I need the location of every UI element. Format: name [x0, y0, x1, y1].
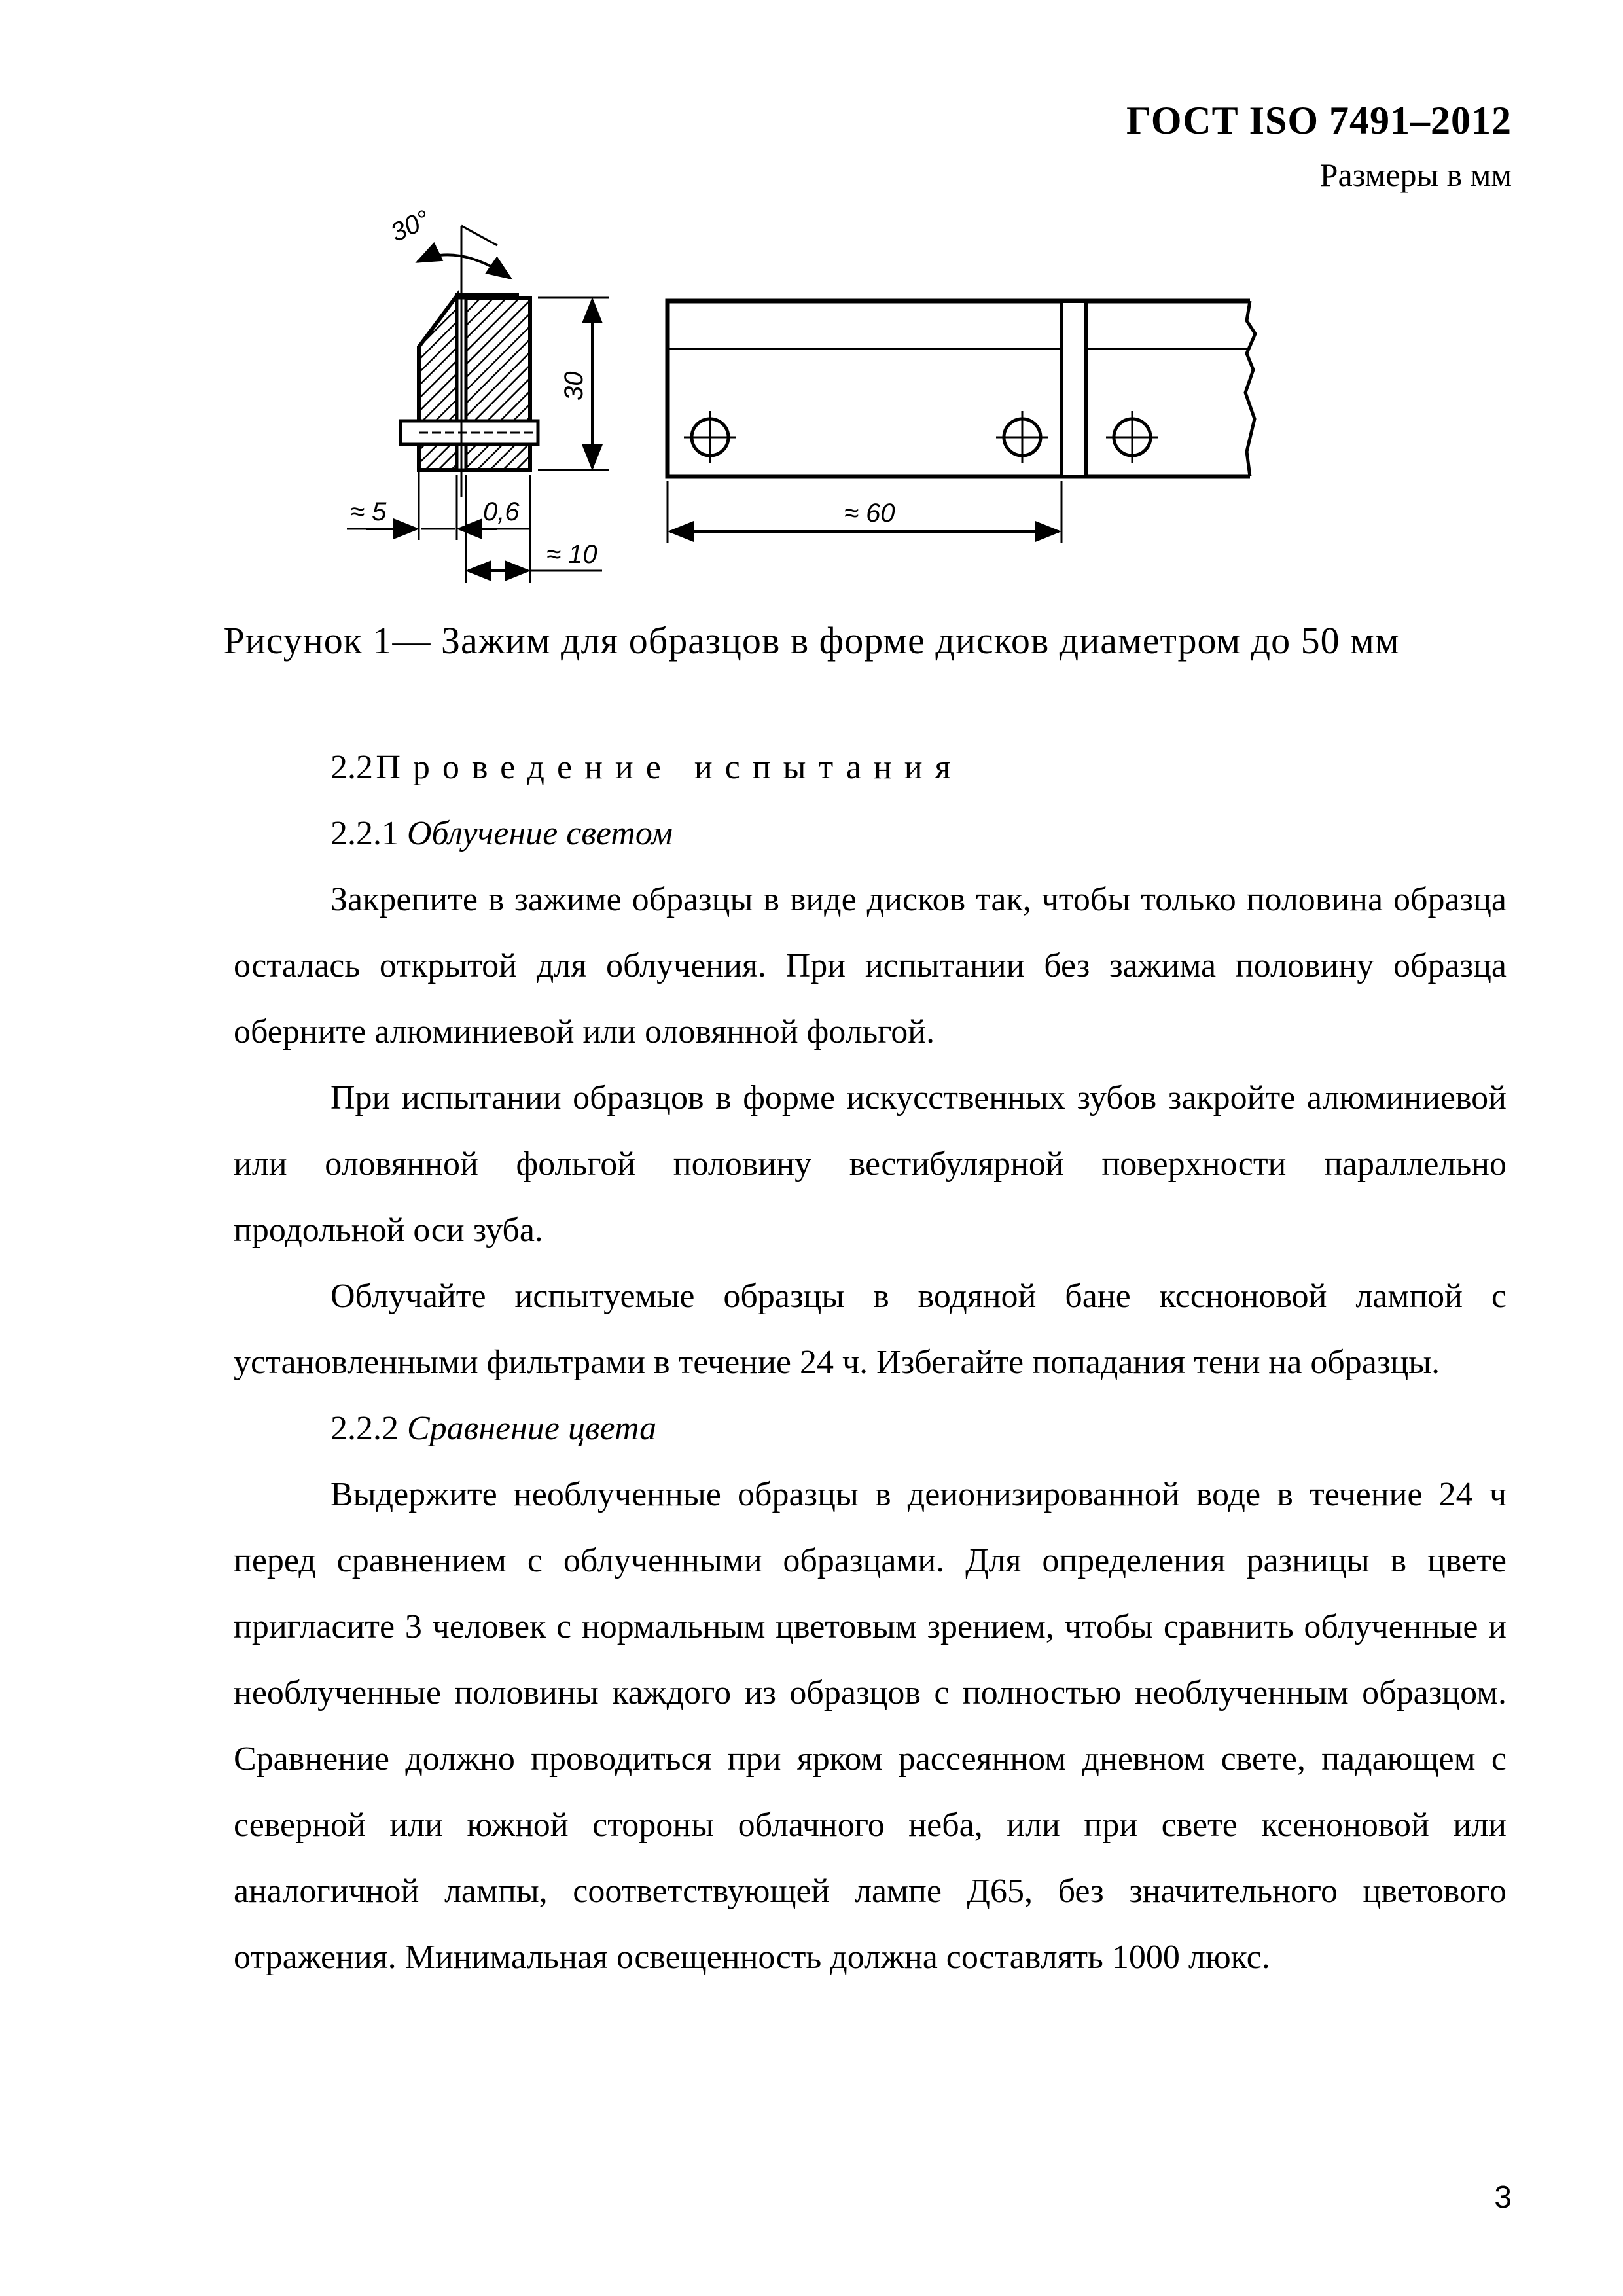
- hole-1: [684, 411, 736, 463]
- front-view: [668, 301, 1255, 543]
- paragraph: Закрепите в зажиме образцы в виде дисков так, чтобы только половина образца осталась открытой для облучения. При испытании без зажима половину образца оберните алюминиевой или оловянной фольгой.: [234, 881, 1507, 1050]
- hole-2: [996, 411, 1048, 463]
- side-view: [347, 205, 609, 583]
- subsection-heading-1: [234, 800, 1507, 867]
- section-heading: [234, 734, 1507, 800]
- length-label: ≈ 60: [844, 499, 895, 528]
- subsection-heading-2: [234, 1395, 1507, 1462]
- clamp-drawing: [0, 0, 1623, 628]
- angle-label: 30°: [386, 204, 435, 248]
- height-label: 30: [560, 371, 588, 401]
- subsection-1-title: Облучение светом: [407, 815, 673, 852]
- left-offset-label: ≈ 5: [350, 497, 387, 526]
- standard-title: ГОСТ ISO 7491–2012: [1126, 99, 1512, 142]
- paragraph: Облучайте испытуемые образцы в водяной бане кссноновой лампой с установленными фильтрами в течение 24 ч. Избегайте попадания тени на образцы.: [234, 1278, 1507, 1381]
- paragraph: Выдержите необлученные образцы в деионизированной воде в течение 24 ч перед сравнением с облученными образцами. Для определения разницы в цвете пригласите 3 человек с нормальным цветовым зрением, чтобы сравнить облученные и необлученные половины каждого из образцов с полностью необлученным образцом. Сравнение должно проводиться при ярком рассеянном дневном свете, падающем с северной или южной стороны облачного неба, или при свете ксеноновой или аналогичной лампы, соответствующей лампе Д65, без значительного цветового отражения. Минимальная освещенность должна составлять 1000 люкс.: [234, 1476, 1507, 1976]
- section-number: 2.2: [330, 749, 373, 786]
- page-number: 3: [1494, 2180, 1512, 2215]
- figure-caption: Рисунок 1— Зажим для образцов в форме дисков диаметром до 50 мм: [223, 619, 1400, 662]
- subsection-2-title: Сравнение цвета: [407, 1410, 657, 1447]
- subsection-2-number: 2.2.2: [330, 1410, 399, 1447]
- paragraph: При испытании образцов в форме искусственных зубов закройте алюминиевой или оловянной фольгой половину вестибулярной поверхности параллельно продольной оси зуба.: [234, 1079, 1507, 1249]
- units-note: Размеры в мм: [1319, 156, 1512, 193]
- thickness-label: 0,6: [483, 497, 520, 526]
- body-text: [234, 734, 1507, 1990]
- section-title: Проведение испытания: [376, 749, 963, 786]
- subsection-1-number: 2.2.1: [330, 815, 399, 852]
- width-label: ≈ 10: [546, 540, 597, 569]
- hole-3: [1106, 411, 1158, 463]
